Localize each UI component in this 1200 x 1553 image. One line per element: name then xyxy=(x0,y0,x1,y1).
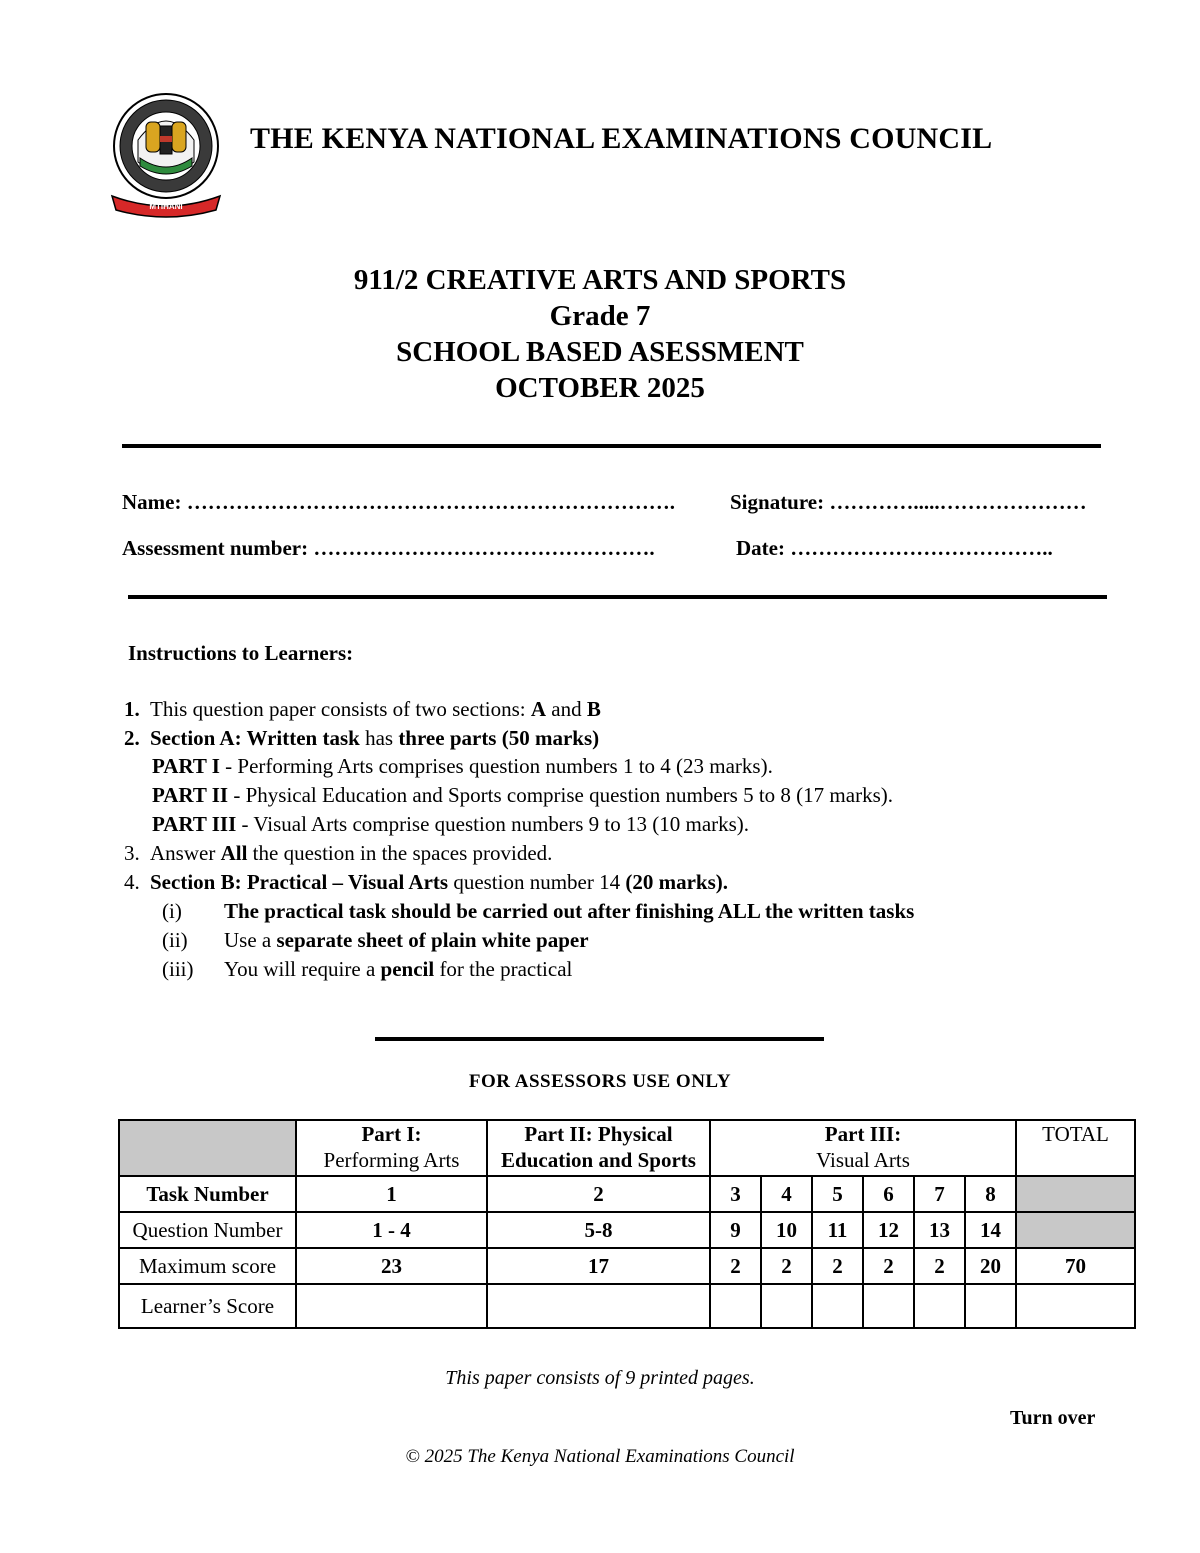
exam-date: OCTOBER 2025 xyxy=(495,372,705,404)
instruction-3: 3. Answer All the question in the spaces provided. xyxy=(124,841,553,865)
total-header: TOTAL xyxy=(1016,1120,1135,1176)
top-divider xyxy=(122,444,1101,448)
learner-score-cell[interactable] xyxy=(761,1284,812,1328)
instruction-2: 2. Section A: Written task has three parts (50 marks) xyxy=(124,726,600,750)
learner-score-cell[interactable] xyxy=(863,1284,914,1328)
question-number-row xyxy=(119,1212,1135,1248)
part-3-header: Part III: Visual Arts xyxy=(710,1120,1016,1176)
max-score-cell: 20 xyxy=(965,1248,1016,1284)
learner-score-row xyxy=(119,1284,1135,1328)
total-blank-cell xyxy=(1016,1176,1135,1212)
task-cell: 1 xyxy=(296,1176,487,1212)
max-score-cell: 23 xyxy=(296,1248,487,1284)
max-score-cell: 2 xyxy=(812,1248,863,1284)
council-logo xyxy=(108,92,224,218)
task-cell: 4 xyxy=(761,1176,812,1212)
title-block xyxy=(0,262,1200,406)
paper-title: 911/2 CREATIVE ARTS AND SPORTS xyxy=(353,264,847,296)
question-cell: 5-8 xyxy=(487,1212,710,1248)
short-divider xyxy=(375,1037,824,1041)
learner-total-cell[interactable] xyxy=(1016,1284,1135,1328)
question-cell: 10 xyxy=(761,1212,812,1248)
question-cell: 13 xyxy=(914,1212,965,1248)
table-header-row xyxy=(119,1120,1135,1176)
row-label-max: Maximum score xyxy=(119,1248,296,1284)
sub-instruction-i: (i) The practical task should be carried out after finishing ALL the written tasks xyxy=(162,899,915,923)
total-max-cell: 70 xyxy=(1016,1248,1135,1284)
part-1-line: PART I - Performing Arts comprises question numbers 1 to 4 (23 marks). xyxy=(152,754,773,778)
assessment-number-field[interactable]: Assessment number: …………………………………………. xyxy=(122,536,655,560)
total-blank-cell xyxy=(1016,1212,1135,1248)
name-field[interactable]: Name: ……………………………………………………………. xyxy=(122,490,675,514)
date-field[interactable]: Date: ……………………………….. xyxy=(736,536,1053,560)
row-label-question: Question Number xyxy=(119,1212,296,1248)
part-1-header: Part I: Performing Arts xyxy=(296,1120,487,1176)
learner-score-cell[interactable] xyxy=(965,1284,1016,1328)
part-2-header: Part II: Physical Education and Sports xyxy=(487,1120,710,1176)
question-cell: 1 - 4 xyxy=(296,1212,487,1248)
learner-score-cell[interactable] xyxy=(914,1284,965,1328)
question-cell: 14 xyxy=(965,1212,1016,1248)
assessors-heading: FOR ASSESSORS USE ONLY xyxy=(468,1071,732,1092)
council-name: THE KENYA NATIONAL EXAMINATIONS COUNCIL xyxy=(250,122,993,155)
signature-field[interactable]: Signature: ………….....………………… xyxy=(730,490,1087,514)
pages-note: This paper consists of 9 printed pages. xyxy=(445,1367,755,1389)
question-cell: 9 xyxy=(710,1212,761,1248)
task-number-row xyxy=(119,1176,1135,1212)
sub-instruction-ii: (ii) Use a separate sheet of plain white paper xyxy=(162,928,589,952)
assessment-title: SCHOOL BASED ASESSMENT xyxy=(396,336,804,368)
instructions-heading: Instructions to Learners: xyxy=(128,641,354,665)
instruction-1: 1. This question paper consists of two sections: A and B xyxy=(124,697,601,721)
copyright: © 2025 The Kenya National Examinations Council xyxy=(405,1446,795,1467)
max-score-cell: 2 xyxy=(863,1248,914,1284)
header-blank-cell xyxy=(119,1120,296,1176)
max-score-cell: 17 xyxy=(487,1248,710,1284)
learner-score-cell[interactable] xyxy=(812,1284,863,1328)
task-cell: 5 xyxy=(812,1176,863,1212)
learner-score-cell[interactable] xyxy=(296,1284,487,1328)
max-score-cell: 2 xyxy=(761,1248,812,1284)
middle-divider xyxy=(128,595,1107,599)
max-score-cell: 2 xyxy=(710,1248,761,1284)
instruction-4: 4. Section B: Practical – Visual Arts question number 14 (20 marks). xyxy=(124,870,729,894)
svg-text:MTIHANI: MTIHANI xyxy=(149,202,183,211)
part-2-line: PART II - Physical Education and Sports comprise question numbers 5 to 8 (17 marks). xyxy=(152,783,893,807)
question-cell: 11 xyxy=(812,1212,863,1248)
task-cell: 2 xyxy=(487,1176,710,1212)
max-score-cell: 2 xyxy=(914,1248,965,1284)
grade-label: Grade 7 xyxy=(549,300,651,332)
task-cell: 3 xyxy=(710,1176,761,1212)
assessors-score-table xyxy=(118,1119,1136,1329)
task-cell: 6 xyxy=(863,1176,914,1212)
turn-over: Turn over xyxy=(1010,1407,1096,1429)
question-cell: 12 xyxy=(863,1212,914,1248)
row-label-task: Task Number xyxy=(119,1176,296,1212)
row-label-learner: Learner’s Score xyxy=(119,1284,296,1328)
sub-instruction-iii: (iii) You will require a pencil for the practical xyxy=(162,957,573,981)
task-cell: 7 xyxy=(914,1176,965,1212)
task-cell: 8 xyxy=(965,1176,1016,1212)
learner-score-cell[interactable] xyxy=(710,1284,761,1328)
part-3-line: PART III - Visual Arts comprise question numbers 9 to 13 (10 marks). xyxy=(152,812,750,836)
learner-score-cell[interactable] xyxy=(487,1284,710,1328)
kenya-coat-of-arms-icon xyxy=(108,92,224,218)
maximum-score-row xyxy=(119,1248,1135,1284)
